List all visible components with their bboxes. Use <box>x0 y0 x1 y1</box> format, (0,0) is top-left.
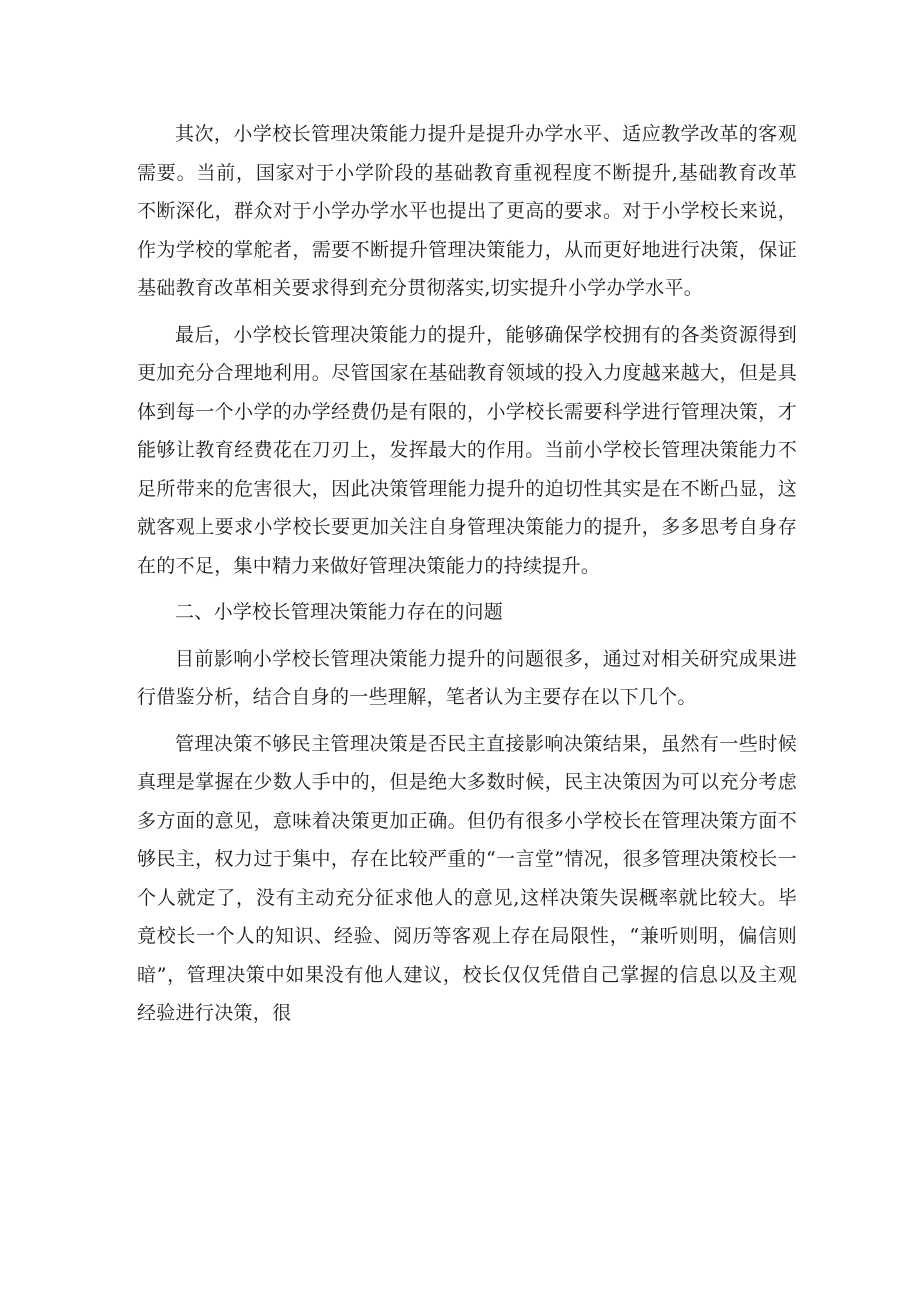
paragraph-final-reason: 最后，小学校长管理决策能力的提升，能够确保学校拥有的各类资源得到更加充分合理地利用。尽管国家在基础教育领域的投入力度越来越大，但是具体到每一个小学的办学经费仍是有限的，小学校长需要科学进行管理决策，才能够让教育经费花在刀刃上，发挥最大的作用。当前小学校长管理决策能力不足所带来的危害很大，因此决策管理能力提升的迫切性其实是在不断凸显，这就客观上要求小学校长要更加关注自身管理决策能力的提升，多多思考自身存在的不足，集中精力来做好管理决策能力的持续提升。 <box>137 323 797 577</box>
paragraph-undemocratic-decisions: 管理决策不够民主管理决策是否民主直接影响决策结果，虽然有一些时候真理是掌握在少数人手中的，但是绝大多数时候，民主决策因为可以充分考虑多方面的意见，意味着决策更加正确。但仍有很多小学校长在管理决策方面不够民主，权力过于集中，存在比较严重的“一言堂”情况，很多管理决策校长一个人就定了，没有主动充分征求他人的意见,这样决策失误概率就比较大。毕竟校长一个人的知识、经验、阅历等客观上存在局限性，“兼听则明，偏信则暗”，管理决策中如果没有他人建议，校长仅仅凭借自己掌握的信息以及主观经验进行决策，很 <box>137 732 797 1024</box>
paragraph-section-intro: 目前影响小学校长管理决策能力提升的问题很多，通过对相关研究成果进行借鉴分析，结合自身的一些理解，笔者认为主要存在以下几个。 <box>137 647 797 708</box>
document-page <box>137 115 797 1041</box>
section-heading: 二、小学校长管理决策能力存在的问题 <box>175 601 504 623</box>
paragraph-second-reason: 其次，小学校长管理决策能力提升是提升办学水平、适应教学改革的客观需要。当前，国家对于小学阶段的基础教育重视程度不断提升,基础教育改革不断深化，群众对于小学办学水平也提出了更高的要求。对于小学校长来说，作为学校的掌舵者，需要不断提升管理决策能力，从而更好地进行决策，保证基础教育改革相关要求得到充分贯彻落实,切实提升小学办学水平。 <box>137 123 797 299</box>
